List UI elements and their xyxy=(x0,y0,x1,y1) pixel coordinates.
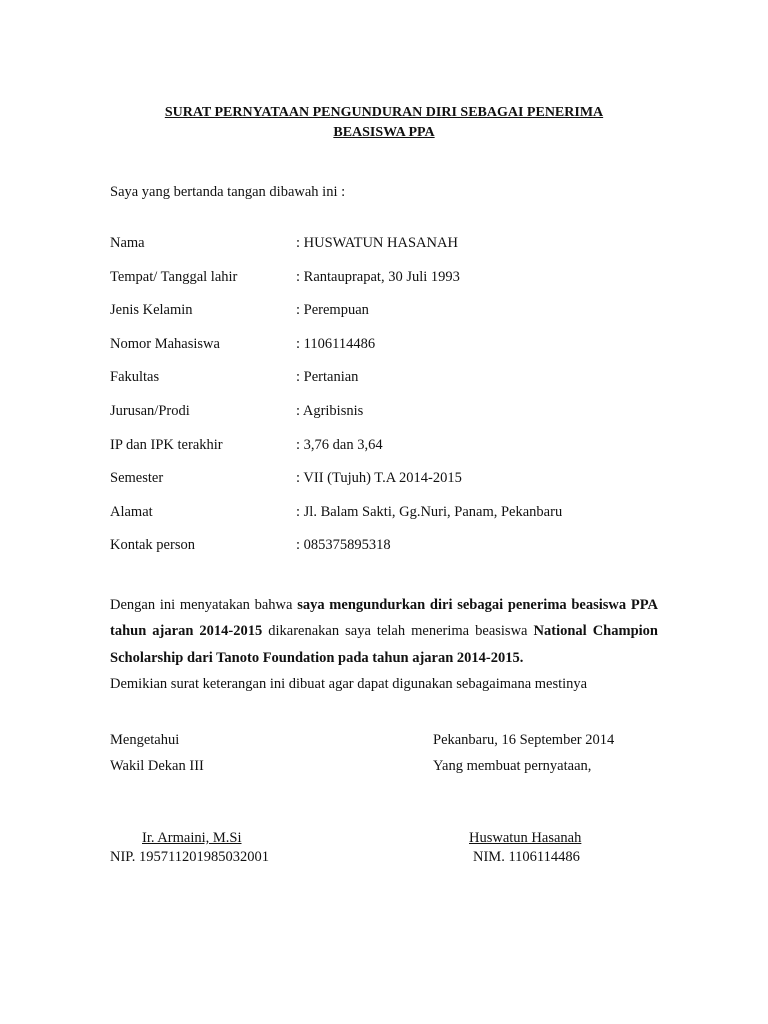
field-value: : Jl. Balam Sakti, Gg.Nuri, Panam, Pekanbaru xyxy=(296,503,563,520)
statement-text: dikarenakan saya telah menerima beasiswa xyxy=(262,623,534,640)
field-value: : 3,76 dan 3,64 xyxy=(296,436,383,453)
field-value: : Pertanian xyxy=(296,369,359,386)
signature-right-role: Yang membuat pernyataan, xyxy=(433,758,592,774)
field-label: Semester xyxy=(110,470,164,487)
field-row-ip-ipk xyxy=(110,437,670,471)
field-value: : Rantauprapat, 30 Juli 1993 xyxy=(296,268,460,285)
field-row-kontak-person xyxy=(110,537,670,571)
field-value: : 085375895318 xyxy=(296,537,391,554)
signature-left-id: NIP. 195711201985032001 xyxy=(110,849,269,865)
field-value: : Agribisnis xyxy=(296,402,364,419)
signature-right-id: NIM. 1106114486 xyxy=(473,849,580,865)
field-label: Alamat xyxy=(110,503,153,520)
field-row-tempat-tanggal-lahir xyxy=(110,269,670,303)
signature-left-role: Wakil Dekan III xyxy=(110,758,204,774)
field-row-nomor-mahasiswa xyxy=(110,336,670,370)
field-value: : VII (Tujuh) T.A 2014-2015 xyxy=(296,470,462,487)
field-row-jurusan-prodi xyxy=(110,403,670,437)
intro-text: Saya yang bertanda tangan dibawah ini : xyxy=(110,184,346,200)
identity-fields xyxy=(110,235,670,571)
field-row-semester xyxy=(110,470,670,504)
document-title xyxy=(110,103,658,143)
field-value: : Perempuan xyxy=(296,302,369,319)
signature-right-place-date: Pekanbaru, 16 September 2014 xyxy=(433,732,615,748)
title-line-1: SURAT PERNYATAAN PENGUNDURAN DIRI SEBAGAI PENERIMA xyxy=(164,105,604,120)
field-label: Jurusan/Prodi xyxy=(110,402,190,419)
field-row-nama xyxy=(110,235,670,269)
signature-left-name xyxy=(142,830,242,847)
statement-paragraph xyxy=(110,592,658,698)
title-line-2: BEASISWA PPA xyxy=(333,125,435,140)
field-label: Kontak person xyxy=(110,537,195,554)
field-value: : HUSWATUN HASANAH xyxy=(296,235,458,251)
field-label: Tempat/ Tanggal lahir xyxy=(110,268,238,285)
statement-bold-scholarship: National Champion Scholarship dari Tanoto Foundation pada tahun ajaran 2014-2015. xyxy=(110,623,658,666)
field-label: Jenis Kelamin xyxy=(110,302,193,319)
signature-left-heading: Mengetahui xyxy=(110,732,180,748)
signature-left-name-text: Ir. Armaini, M.Si xyxy=(142,830,242,846)
signature-right-name xyxy=(469,830,581,847)
field-value: : 1106114486 xyxy=(296,335,376,352)
signature-right-name-text: Huswatun Hasanah xyxy=(469,830,582,846)
statement-text: Dengan ini menyatakan bahwa xyxy=(110,597,298,613)
field-row-fakultas xyxy=(110,369,670,403)
field-row-alamat xyxy=(110,504,670,538)
statement-bold-resignation: saya mengundurkan diri sebagai penerima beasiswa PPA tahun ajaran 2014-2015 xyxy=(110,597,658,640)
field-row-jenis-kelamin xyxy=(110,302,670,336)
field-label: Nama xyxy=(110,235,145,251)
field-label: IP dan IPK terakhir xyxy=(110,436,223,453)
statement-closing: Demikian surat keterangan ini dibuat agar dapat digunakan sebagaimana mestinya xyxy=(110,676,588,693)
field-label: Nomor Mahasiswa xyxy=(110,335,220,352)
field-label: Fakultas xyxy=(110,369,160,386)
